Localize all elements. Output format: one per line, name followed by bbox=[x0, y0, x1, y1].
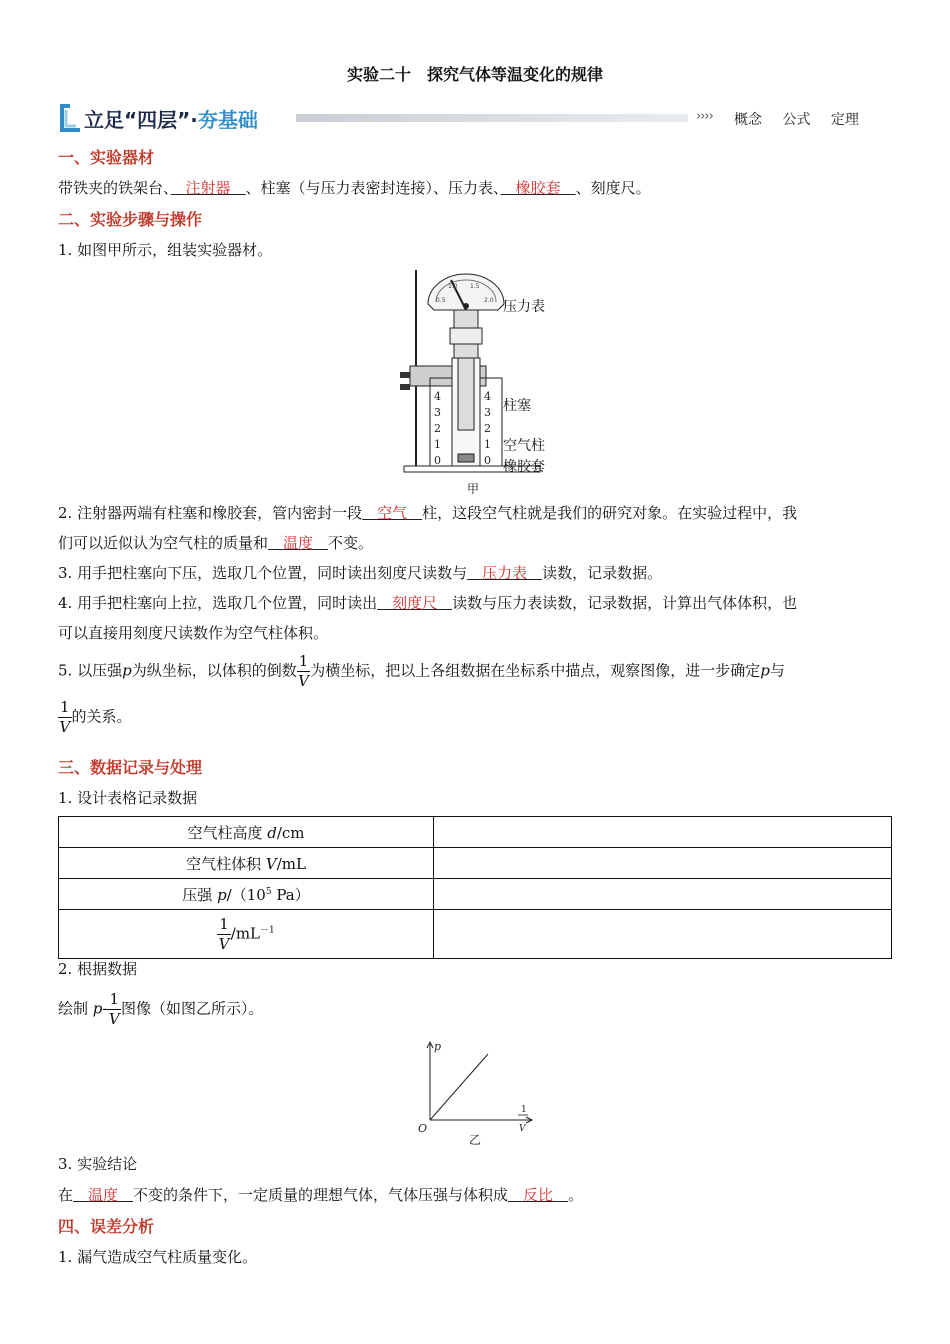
label-air-column: 空气柱 bbox=[503, 438, 545, 454]
step-2-line-2 bbox=[58, 532, 373, 553]
step-5-line-1 bbox=[58, 652, 785, 691]
section-heading-4: 四、误差分析 bbox=[58, 1217, 155, 1236]
text: 读数与压力表读数，记录数据，计算出气体体积，也 bbox=[452, 594, 798, 612]
answer-blank: 温度 bbox=[268, 534, 329, 552]
step-4-line-1 bbox=[58, 592, 797, 613]
text: 4. 用手把柱塞向上拉，选取几个位置，同时读出 bbox=[58, 594, 378, 612]
fraction-num: 1 bbox=[298, 652, 309, 670]
text: 在 bbox=[58, 1186, 74, 1204]
banner-bracket-icon bbox=[58, 100, 84, 136]
step-5-line-2 bbox=[58, 698, 132, 737]
section-banner bbox=[58, 100, 898, 136]
text: /cm bbox=[276, 823, 305, 842]
graph-origin: O bbox=[418, 1122, 428, 1135]
fraction bbox=[297, 652, 311, 691]
text: 空气柱高度 bbox=[187, 823, 268, 842]
text: 读数，记录数据。 bbox=[542, 564, 663, 582]
banner-logo-dot: · bbox=[190, 108, 198, 132]
text: 图像（如图乙所示）。 bbox=[121, 999, 264, 1018]
data-3: 3. 实验结论 bbox=[58, 1155, 138, 1173]
fraction-den: V bbox=[218, 934, 230, 953]
fraction-den: V bbox=[298, 672, 309, 690]
figure-caption-jia: 甲 bbox=[467, 482, 480, 496]
fraction-den: V bbox=[59, 718, 71, 736]
data-table bbox=[58, 816, 892, 959]
conclusion-line bbox=[58, 1184, 583, 1205]
text: /mL bbox=[230, 924, 261, 942]
label-plunger: 柱塞 bbox=[503, 398, 531, 414]
superscript: －1 bbox=[260, 925, 275, 935]
answer-blank: 注射器 bbox=[170, 179, 246, 197]
banner-bar bbox=[296, 114, 688, 122]
scale-label: 3 bbox=[434, 406, 441, 419]
answer-blank: 温度 bbox=[73, 1186, 134, 1204]
banner-tag: 定理 bbox=[830, 112, 859, 128]
answer-blank: 空气 bbox=[362, 504, 423, 522]
step-4-line-2: 可以直接用刻度尺读数作为空气柱体积。 bbox=[58, 624, 329, 642]
text: 压强 bbox=[182, 885, 218, 904]
text: 绘制 bbox=[58, 999, 93, 1018]
graph-y-label: p bbox=[434, 1040, 442, 1053]
banner-tag: 公式 bbox=[782, 112, 811, 128]
answer-blank: 压力表 bbox=[467, 564, 543, 582]
text: 们可以近似认为空气柱的质量和 bbox=[58, 534, 269, 552]
text: 不变的条件下，一定质量的理想气体，气体压强与体积成 bbox=[133, 1186, 509, 1204]
scale-label: 0 bbox=[484, 454, 491, 467]
table-cell-empty[interactable] bbox=[434, 910, 892, 959]
text: 5. 以压强 bbox=[58, 661, 123, 680]
table-row bbox=[59, 910, 892, 959]
step-2-line-1 bbox=[58, 502, 797, 523]
banner-logo bbox=[84, 104, 258, 133]
table-cell bbox=[59, 848, 434, 879]
banner-logo-prefix: 立足 bbox=[84, 108, 124, 132]
step-3 bbox=[58, 562, 662, 583]
section-heading-1: 一、实验器材 bbox=[58, 148, 155, 167]
banner-arrows-icon: ›››› bbox=[696, 109, 713, 124]
text: 与 bbox=[769, 661, 785, 680]
banner-tag: 概念 bbox=[734, 112, 762, 128]
text: 为纵坐标，以体积的倒数 bbox=[131, 661, 297, 680]
text: 为横坐标，把以上各组数据在坐标系中描点，观察图像，进一步确定 bbox=[310, 661, 761, 680]
table-row bbox=[59, 879, 892, 910]
text: Pa） bbox=[271, 885, 310, 904]
table-row bbox=[59, 848, 892, 879]
fraction-num: 1 bbox=[109, 990, 120, 1008]
graph-x-num: 1 bbox=[521, 1105, 527, 1115]
fraction-den: V bbox=[108, 1010, 120, 1028]
section-heading-3: 三、数据记录与处理 bbox=[58, 758, 203, 777]
gauge-tick: 1.0 bbox=[448, 283, 458, 290]
table-cell-empty[interactable] bbox=[434, 879, 892, 910]
scale-label: 1 bbox=[434, 438, 441, 451]
banner-logo-quote: “四层” bbox=[124, 108, 191, 132]
text: 。 bbox=[568, 1186, 584, 1204]
materials-line bbox=[58, 177, 651, 198]
table-cell-empty[interactable] bbox=[434, 817, 892, 848]
fraction bbox=[107, 990, 121, 1029]
text: 的关系。 bbox=[71, 707, 132, 726]
text: 、柱塞（与压力表密封连接）、压力表、 bbox=[245, 179, 501, 197]
var-p: p bbox=[92, 999, 103, 1018]
scale-label: 2 bbox=[434, 422, 441, 435]
text: 3. 用手把柱塞向下压，选取几个位置，同时读出刻度尺读数与 bbox=[58, 564, 468, 582]
table-cell bbox=[59, 879, 434, 910]
gauge-tick: 2.0 bbox=[484, 297, 494, 304]
data-1: 1. 设计表格记录数据 bbox=[58, 789, 198, 807]
error-1: 1. 漏气造成空气柱质量变化。 bbox=[58, 1248, 258, 1266]
graph-x-den: V bbox=[519, 1124, 526, 1134]
scale-label: 2 bbox=[484, 422, 491, 435]
var-p: p bbox=[122, 661, 132, 680]
answer-blank: 刻度尺 bbox=[377, 594, 453, 612]
text: - bbox=[102, 999, 108, 1018]
scale-label: 0 bbox=[434, 454, 441, 467]
text: /mL bbox=[276, 854, 306, 873]
page-title: 实验二十 探究气体等温变化的规律 bbox=[346, 65, 603, 84]
fraction bbox=[58, 698, 72, 737]
fraction bbox=[217, 915, 231, 954]
fraction-num: 1 bbox=[60, 698, 70, 716]
figure-p-graph bbox=[414, 1040, 538, 1148]
var: p bbox=[217, 885, 227, 904]
text: 空气柱体积 bbox=[186, 854, 266, 873]
table-cell bbox=[59, 910, 434, 959]
draw-graph-line bbox=[58, 990, 264, 1029]
figure-caption-yi: 乙 bbox=[469, 1133, 482, 1147]
scale-label: 4 bbox=[484, 390, 491, 403]
text: 柱，这段空气柱就是我们的研究对象。在实验过程中，我 bbox=[422, 504, 798, 522]
var: d bbox=[267, 823, 277, 842]
label-rubber-cap: 橡胶套 bbox=[503, 459, 545, 475]
data-2: 2. 根据数据 bbox=[58, 960, 138, 978]
scale-label: 1 bbox=[484, 438, 491, 451]
var-p: p bbox=[760, 661, 770, 680]
scale-label: 3 bbox=[484, 406, 491, 419]
text: 不变。 bbox=[328, 534, 374, 552]
table-cell-empty[interactable] bbox=[434, 848, 892, 879]
text: 、刻度尺。 bbox=[575, 179, 651, 197]
section-heading-2: 二、实验步骤与操作 bbox=[58, 210, 203, 229]
answer-blank: 橡胶套 bbox=[500, 179, 576, 197]
gauge-tick: 0.5 bbox=[436, 297, 446, 304]
banner-tags bbox=[734, 109, 875, 129]
fraction-num: 1 bbox=[219, 914, 229, 933]
banner-logo-highlight: 夯基础 bbox=[197, 108, 258, 132]
answer-blank: 反比 bbox=[508, 1186, 569, 1204]
var: V bbox=[265, 854, 277, 873]
text: 2. 注射器两端有柱塞和橡胶套，管内密封一段 bbox=[58, 504, 363, 522]
text: 带铁夹的铁架台、 bbox=[58, 179, 171, 197]
table-row bbox=[59, 817, 892, 848]
step-1: 1. 如图甲所示，组装实验器材。 bbox=[58, 241, 273, 259]
superscript: 5 bbox=[265, 886, 272, 897]
gauge-tick: 1.5 bbox=[470, 283, 480, 290]
table-cell bbox=[59, 817, 434, 848]
scale-label: 4 bbox=[434, 390, 441, 403]
text: /（10 bbox=[226, 885, 266, 904]
label-gauge: 压力表 bbox=[503, 299, 545, 315]
